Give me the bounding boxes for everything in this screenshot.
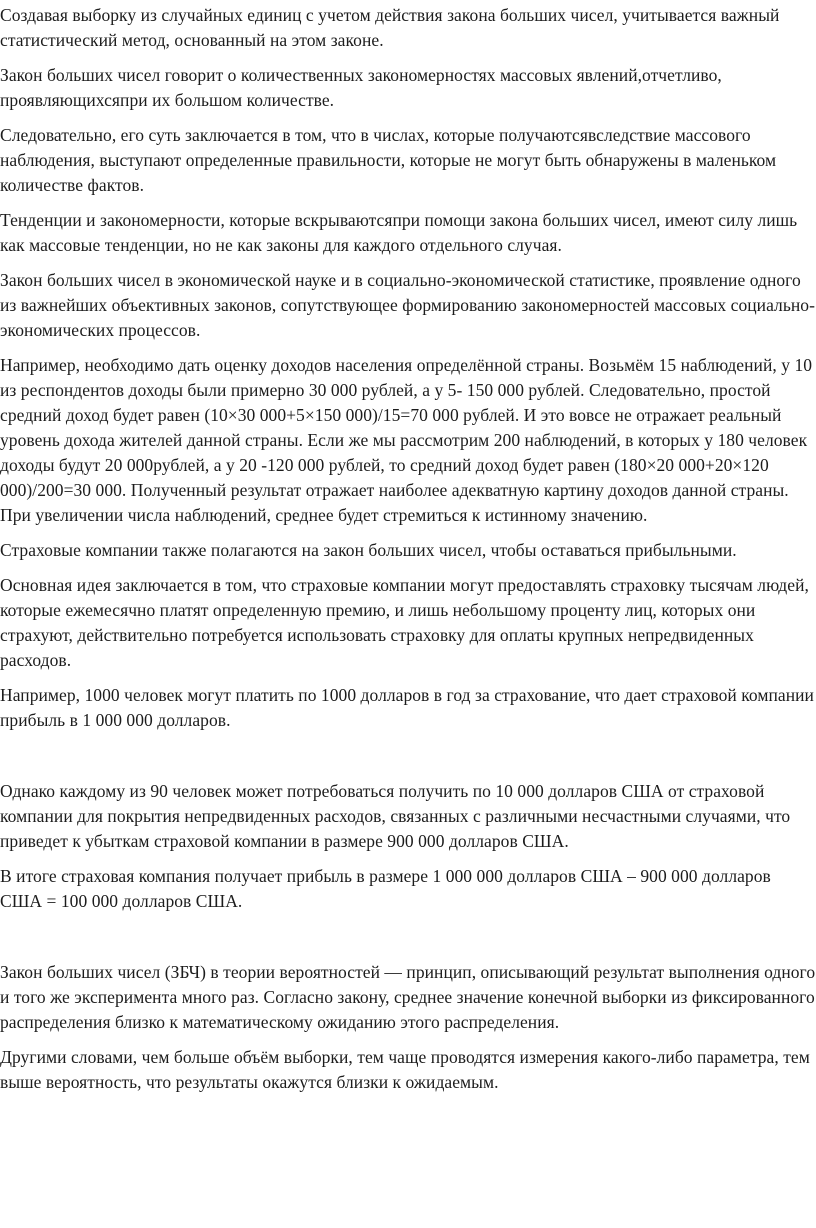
paragraph-income-example: Например, необходимо дать оценку доходов населения определённой страны. Возьмём 15 наблюдений, у 10 из респондентов доходы были примерно 30 000 рублей, а у 5- 150 000 рублей. Следовательно, простой средний доход будет равен (10×30 000+5×150 000)/15=70 000 рублей. И это вовсе не отражает реальный уровень дохода жителей данной страны. Если же мы рассмотрим 200 наблюдений, в которых у 180 человек доходы будут 20 000рублей, а у 20 -120 000 рублей, то средний доход будет равен (180×20 000+20×120 000)/200=30 000. Полученный результат отражает наиболее адекватную картину доходов данной страны. При увеличении числа наблюдений, среднее будет стремиться к истинному значению.: [0, 355, 813, 525]
paragraph-lln-essence: Следовательно, его суть заключается в том, что в числах, которые получаютсявследствие массового наблюдения, выступают определенные правильности, которые не могут быть обнаружены в маленьком количестве фактов.: [0, 125, 777, 195]
paragraph-tendencies: Тенденции и закономерности, которые вскрываютсяпри помощи закона больших чисел, имеют силу лишь как массовые тенденции, но не как законы для каждого отдельного случая.: [0, 210, 798, 255]
paragraph-insurance-example: Например, 1000 человек могут платить по 1000 долларов в год за страхование, что дает страховой компании прибыль в 1 000 000 долларов.: [0, 685, 814, 730]
paragraph-lln-probability: Закон больших чисел (ЗБЧ) в теории вероятностей — принцип, описывающий результат выполнения одного и того же эксперимента много раз. Согласно закону, среднее значение конечной выборки из фиксированного распределения близко к математическому ожиданию этого распределения.: [0, 962, 816, 1032]
paragraph-insurance-losses: Однако каждому из 90 человек может потребоваться получить по 10 000 долларов США от страховой компании для покрытия непредвиденных расходов, связанных с различными несчастными случаями, что приведет к убыткам страховой компании в размере 900 000 долларов США.: [0, 781, 791, 851]
paragraph-insurance-profit: В итоге страховая компания получает прибыль в размере 1 000 000 долларов США – 900 000 долларов США = 100 000 долларов США.: [0, 866, 771, 911]
paragraph-sample-size: Другими словами, чем больше объём выборки, тем чаще проводятся измерения какого-либо параметра, тем выше вероятность, что результаты окажутся близки к ожидаемым.: [0, 1047, 810, 1092]
paragraph-economics: Закон больших чисел в экономической науке и в социально-экономической статистике, проявление одного из важнейших объективных законов, сопутствующее формированию закономерностей массовых социально-экономических процессов.: [0, 270, 815, 340]
document-body: [0, 3, 816, 1105]
paragraph-insurance-idea: Основная идея заключается в том, что страховые компании могут предоставлять страховку тысячам людей, которые ежемесячно платят определенную премию, и лишь небольшому проценту лиц, которых они страхуют, действительно потребуется использовать страховку для оплаты крупных непредвиденных расходов.: [0, 575, 809, 670]
paragraph-sampling-intro: Создавая выборку из случайных единиц с учетом действия закона больших чисел, учитывается важный статистический метод, основанный на этом законе.: [0, 5, 780, 50]
paragraph-lln-definition: Закон больших чисел говорит о количественных закономерностях массовых явлений,отчетливо, проявляющихсяпри их большом количестве.: [0, 65, 722, 110]
paragraph-insurance-intro: Страховые компании также полагаются на закон больших чисел, чтобы оставаться прибыльными.: [0, 540, 737, 560]
